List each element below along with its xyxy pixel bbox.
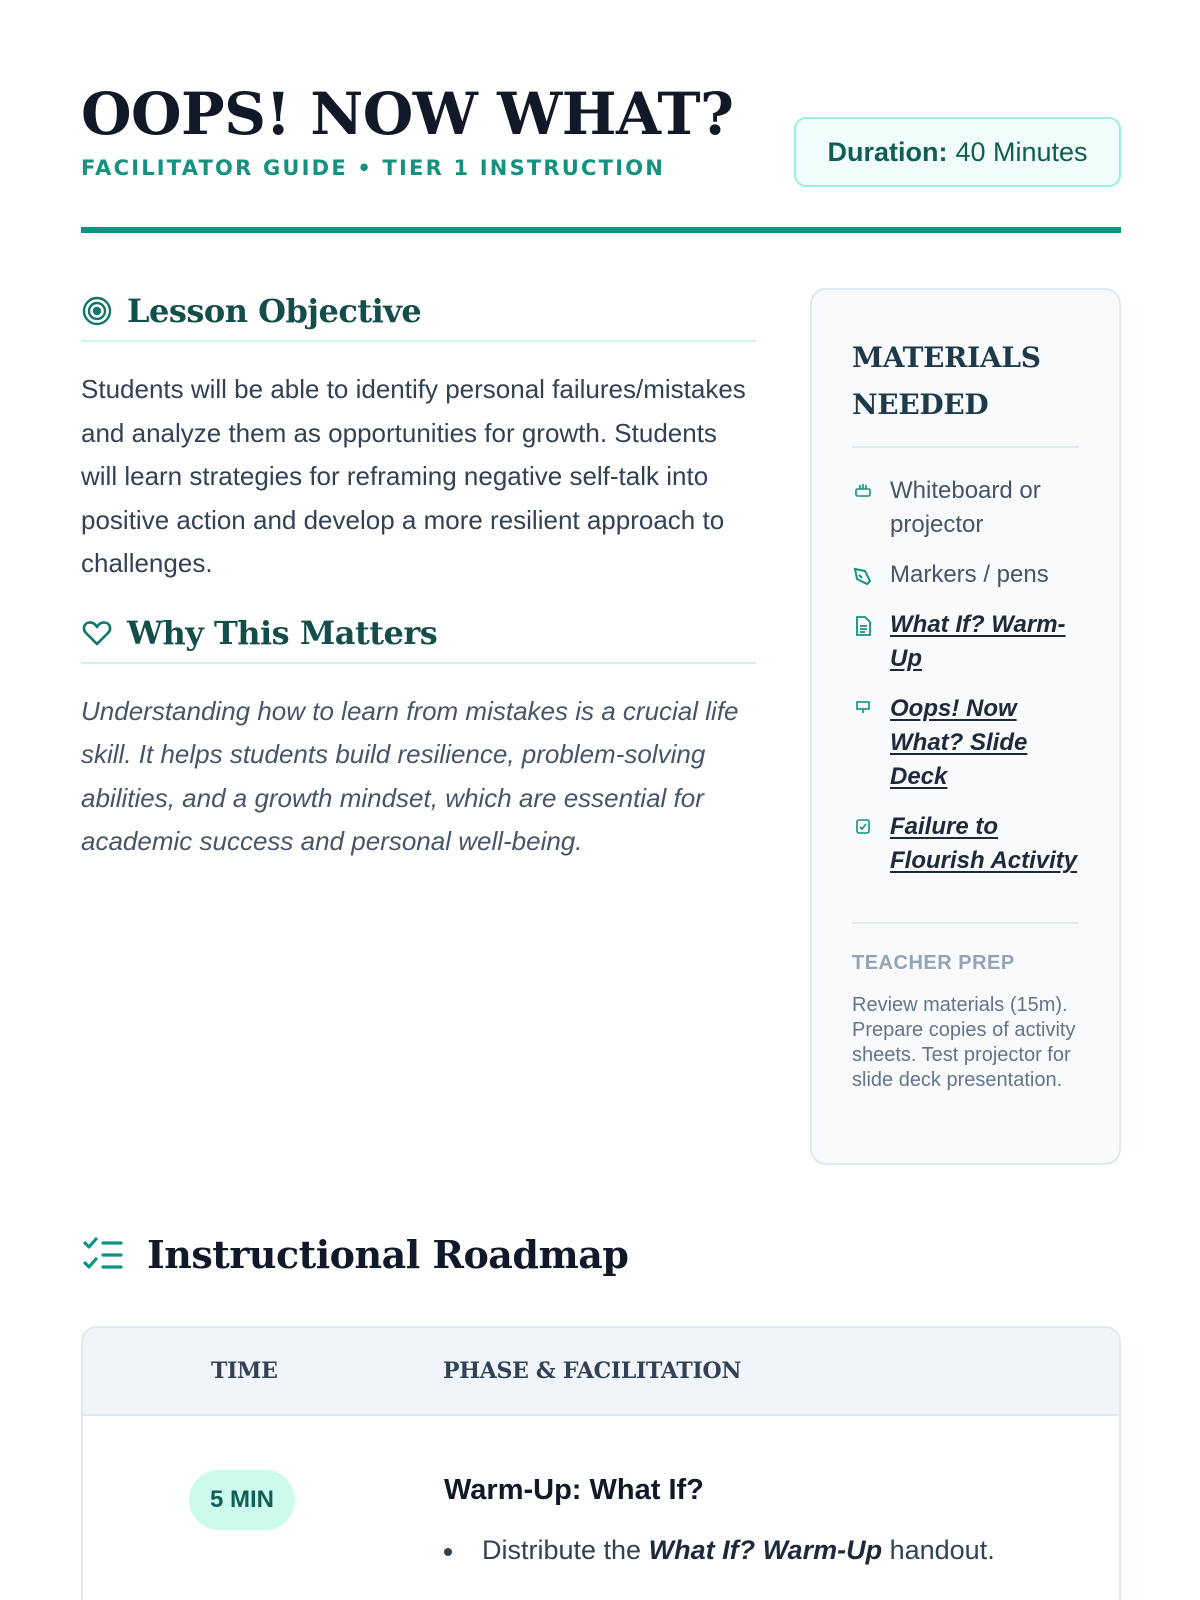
activity-link[interactable]: Failure to Flourish Activity [890, 813, 1078, 874]
roadmap-table [81, 1326, 1121, 1600]
marker-icon [852, 565, 874, 587]
slide-deck-link[interactable]: Oops! Now What? Slide Deck [890, 695, 1028, 790]
teacher-prep-text: Review materials (15m). Prepare copies of activity sheets. Test projector for slide deck presentation. [852, 994, 1076, 1091]
phase-title: Warm-Up: What If? [444, 1474, 704, 1506]
step-emphasis: What If? Warm-Up [648, 1535, 883, 1565]
material-item [852, 558, 1079, 592]
target-icon [81, 295, 113, 327]
page-title: OOPS! NOW WHAT? [81, 80, 734, 148]
material-label: Whiteboard or projector [890, 477, 1041, 538]
materials-card [810, 288, 1121, 1165]
page-header [81, 0, 1121, 234]
why-heading: Why This Matters [127, 613, 438, 652]
table-row [83, 1416, 1119, 1600]
step-suffix: handout. [889, 1535, 995, 1565]
objective-heading: Lesson Objective [127, 292, 422, 330]
facilitation-steps [444, 1530, 1094, 1586]
column-phase: PHASE & FACILITATION [443, 1358, 742, 1384]
materials-list [852, 474, 1079, 878]
roadmap-heading: Instructional Roadmap [147, 1232, 629, 1277]
document-icon [852, 615, 874, 637]
material-item[interactable] [852, 810, 1079, 878]
facilitator-guide-page [81, 0, 1121, 1565]
duration-value: 40 Minutes [955, 136, 1088, 167]
duration-badge [794, 117, 1121, 187]
whiteboard-icon [852, 481, 874, 499]
materials-heading: MATERIALS NEEDED [852, 341, 1041, 421]
materials-divider [852, 446, 1079, 448]
material-label: Markers / pens [890, 561, 1049, 588]
clipboard-icon [852, 817, 874, 835]
material-item[interactable] [852, 692, 1079, 794]
time-badge: 5 MIN [189, 1470, 295, 1530]
roadmap-header [81, 1232, 628, 1277]
warmup-handout-link[interactable]: What If? Warm-Up [890, 611, 1066, 672]
step-prefix: Distribute the [482, 1535, 642, 1565]
why-text: Understanding how to learn from mistakes is a crucial life skill. It helps students build resilience, problem-solving abilities, and a growth mindset, which are essential for academic success and personal well-being. [81, 695, 739, 856]
presentation-icon [852, 699, 874, 715]
duration-label: Duration: [827, 136, 948, 167]
why-header [81, 604, 756, 664]
material-item[interactable] [852, 608, 1079, 676]
page-subtitle: FACILITATOR GUIDE • TIER 1 INSTRUCTION [81, 156, 666, 180]
heart-icon [81, 617, 113, 649]
material-item [852, 474, 1079, 542]
list-item [444, 1530, 1094, 1570]
prep-divider [852, 922, 1079, 924]
objective-text: Students will be able to identify personal failures/mistakes and analyze them as opportunities for growth. Students will learn strategies for reframing negative self-talk into positive action and develop a more resilient approach to challenges. [81, 374, 746, 578]
lesson-overview [81, 282, 756, 864]
objective-header [81, 282, 756, 342]
table-header [83, 1328, 1119, 1416]
header-divider [81, 227, 1121, 233]
teacher-prep-label: TEACHER PREP [852, 952, 1015, 974]
column-time: TIME [211, 1358, 278, 1384]
checklist-icon [81, 1233, 125, 1277]
